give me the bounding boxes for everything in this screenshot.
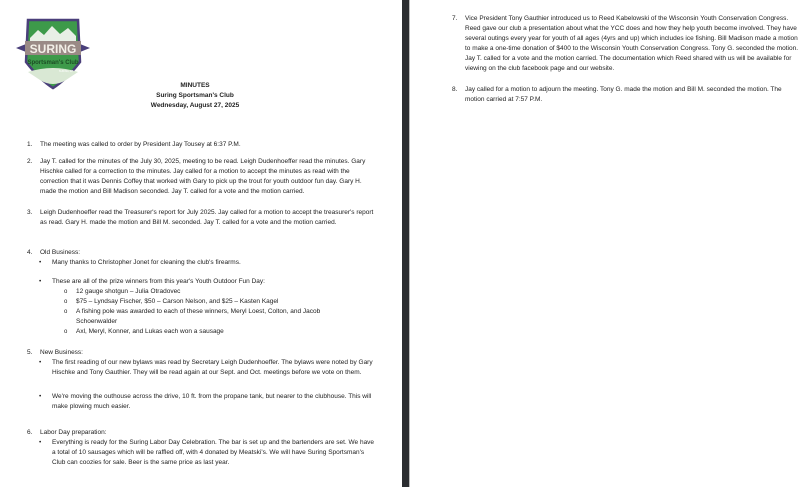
page-divider — [402, 0, 409, 487]
bullet-item: • Many thanks to Christopher Jonet for cleaning the club's firearms. — [27, 258, 377, 268]
document-heading — [150, 81, 240, 111]
svg-text:Sportsman's Club: Sportsman's Club — [27, 60, 79, 66]
minutes-item-8: 8. Jay called for a motion to adjourn the meeting. Tony G. made the motion and Bill M. seconded the motion. The motion carried at 7:57 P.M. — [452, 86, 782, 103]
sub-item: o A fishing pole was awarded to each of these winners, Meryl Loest, Colton, and Jacob Schoenwalder — [27, 307, 377, 327]
svg-text:SURING: SURING — [29, 42, 77, 56]
meeting-date: Wednesday, August 27, 2025 — [150, 102, 240, 109]
minutes-item-5-new-business: 5. New Business: • The first reading of our new bylaws was read by Secretary Leigh Dudenhoeffer. The bylaws were noted by Gary Hischke and Tony Gauthier. They will be read again at our Sept. and Oct. meetings before we vote on them. • We're moving the outhouse across the drive, 10 ft. from the propane tank, but nearer to the clubhouse. This will make plowing much easier. — [27, 348, 377, 412]
bullet-item: • We're moving the outhouse across the drive, 10 ft. from the propane tank, but nearer to the clubhouse. This will make plowing much easier. — [27, 392, 377, 412]
bullet-item: • The first reading of our new bylaws was read by Secretary Leigh Dudenhoeffer. The bylaws were noted by Gary Hischke and Tony Gauthier. They will be read again at our Sept. and Oct. meetings before we vote on them. — [27, 358, 377, 378]
suring-sportsmans-club-logo — [14, 16, 92, 90]
title: MINUTES — [180, 82, 210, 89]
minutes-item-4-old-business: 4. Old Business: • Many thanks to Christopher Jonet for cleaning the club's firearms. • These are all of the prize winners from this year's Youth Outdoor Fun Day: o 12 gauge shotgun – Julia Otradovec o $75 – Lyndsay Fischer, $50 – Carson Nelson, and $25 – Kasten Kagel o A fishing pole was awarded to each of these winners, Meryl Loest, Colton, and Jacob Schoenwalder o Axl, Meryl, Konner, and Lukas each won a sausage — [27, 248, 377, 337]
sub-item: o Axl, Meryl, Konner, and Lukas each won a sausage — [27, 327, 377, 337]
minutes-item-7: 7. Vice President Tony Gauthier introduced us to Reed Kabelowski of the Wisconsin Youth Conservation Congress. Reed gave our club a presentation about what the YCC does and how they help youth become involved. They have several outings every year for youth of all ages (4yrs and up) which includes ice fishing. Bill Madison made a motion to make a one-time donation of $400 to the Wisconsin Youth Conservation Congress. Tony G. seconded the motion. Jay T. called for a vote and the motion carried. The documentation which Reed shared with us will be available for viewing on the club facebook page and our website. — [452, 15, 799, 72]
minutes-item-2: 2. Jay T. called for the minutes of the July 30, 2025, meeting to be read. Leigh Dudenhoeffer read the minutes. Gary Hischke called for a correction to the minutes. Jay called for a motion to accept the minutes as read with the correction that it was Dennis Coffey that worked with Gary to pick up the trout for youth outdoor fun day. Gary H. made the motion and Bill Madison seconded. Jay T. called for a vote and the motion carried. — [27, 158, 366, 195]
sub-item: o $75 – Lyndsay Fischer, $50 – Carson Nelson, and $25 – Kasten Kagel — [27, 297, 377, 307]
page-divider-edge — [409, 0, 410, 487]
minutes-item-3: 3. Leigh Dudenhoeffer read the Treasurer's report for July 2025. Jay called for a motion to accept the treasurer's report as read. Gary H. made the motion and Bill M. seconded. Jay T. called for a vote and the motion carried. — [27, 209, 374, 226]
club-name: Suring Sportsman's Club — [156, 92, 234, 99]
bullet-item: • These are all of the prize winners from this year's Youth Outdoor Fun Day: — [27, 277, 377, 287]
sub-item: o 12 gauge shotgun – Julia Otradovec — [27, 287, 377, 297]
minutes-item-6-labor-day: 6. Labor Day preparation: • Everything is ready for the Suring Labor Day Celebration. The bar is set up and the bartenders are set. We have a total of 10 sausages which will be raffled off, with 4 donated by Meatski's. We will have Suring Sportsman's Club can coozies for sale. Beer is the same price as last year. — [27, 428, 377, 468]
bullet-item: • Everything is ready for the Suring Labor Day Celebration. The bar is set up and the bartenders are set. We have a total of 10 sausages which will be raffled off, with 4 donated by Meatski's. We will have Suring Sportsman's Club can coozies for sale. Beer is the same price as last year. — [27, 438, 377, 468]
svg-text:SURING, WI: SURING, WI — [58, 70, 74, 73]
minutes-item-1: 1. The meeting was called to order by President Jay Tousey at 6:37 P.M. — [27, 141, 241, 148]
